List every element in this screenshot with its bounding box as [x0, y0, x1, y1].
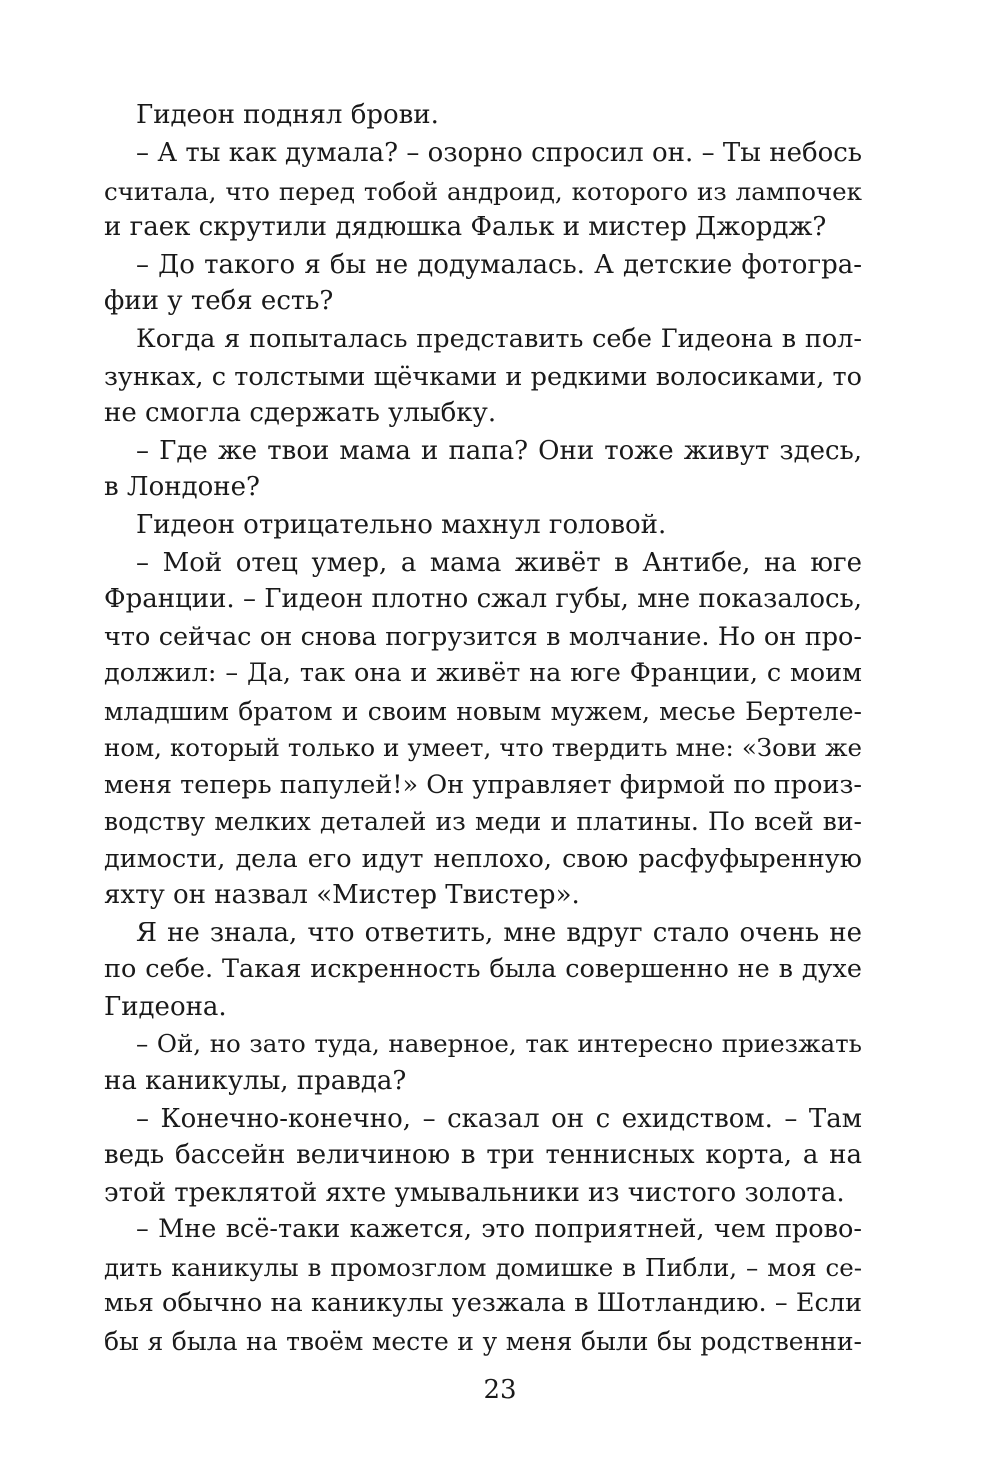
text-line: водству мелких деталей из меди и платины. По всей ви-: [104, 807, 862, 836]
text-line: яхту он назвал «Мистер Твистер».: [104, 880, 580, 910]
text-line: должил: – Да, так она и живёт на юге Франции, с моим: [104, 658, 862, 688]
page-number: 23: [483, 1375, 517, 1405]
text-line: фии у тебя есть?: [104, 286, 334, 316]
text-line: Гидеон поднял брови.: [136, 100, 439, 130]
text-line: – Мне всё-таки кажется, это поприятней, чем прово-: [136, 1214, 862, 1244]
text-line: зунках, с толстыми щёчками и редкими волосиками, то: [104, 362, 862, 392]
text-line: по себе. Такая искренность была совершенно не в духе: [104, 954, 862, 984]
text-line: мья обычно на каникулы уезжала в Шотландию. – Если: [104, 1288, 862, 1318]
text-line: младшим братом и своим новым мужем, месье Бертеле-: [104, 697, 862, 726]
text-line: Франции. – Гидеон плотно сжал губы, мне показалось,: [104, 584, 862, 614]
text-line: ном, который только и умеет, что твердить мне: «Зови же: [104, 733, 862, 762]
text-line: не смогла сдержать улыбку.: [104, 398, 497, 428]
text-line: дить каникулы в промозглом домишке в Пибли, – моя се-: [104, 1253, 862, 1282]
text-line: димости, дела его идут неплохо, свою расфуфыренную: [104, 844, 862, 874]
text-line: – А ты как думала? – озорно спросил он. – Ты небось: [136, 138, 862, 168]
text-line: ведь бассейн величиною в три теннисных корта, а на: [104, 1140, 862, 1170]
text-line: – Где же твои мама и папа? Они тоже живут здесь,: [136, 436, 862, 466]
text-line: меня теперь папулей!» Он управляет фирмой по произ-: [104, 770, 862, 800]
text-line: на каникулы, правда?: [104, 1066, 407, 1096]
text-line: Я не знала, что ответить, мне вдруг стало очень не: [136, 918, 862, 948]
text-line: этой треклятой яхте умывальники из чистого золота.: [104, 1178, 845, 1208]
text-line: – Мой отец умер, а мама живёт в Антибе, на юге: [136, 548, 862, 578]
text-line: что сейчас он снова погрузится в молчание. Но он про-: [104, 622, 862, 652]
text-line: Гидеона.: [104, 992, 227, 1022]
text-line: – Ой, но зато туда, наверное, так интересно приезжать: [136, 1029, 862, 1058]
text-line: – Конечно-конечно, – сказал он с ехидством. – Там: [136, 1104, 862, 1134]
text-line: Когда я попыталась представить себе Гидеона в пол-: [136, 324, 862, 354]
text-line: и гаек скрутили дядюшка Фальк и мистер Джордж?: [104, 212, 827, 242]
text-line: Гидеон отрицательно махнул головой.: [136, 510, 667, 540]
text-line: – До такого я бы не додумалась. А детские фотогра-: [136, 250, 862, 280]
text-line: считала, что перед тобой андроид, которого из лампочек: [104, 177, 862, 206]
text-line: бы я была на твоём месте и у меня были бы родственни-: [104, 1327, 862, 1356]
text-line: в Лондоне?: [104, 472, 260, 502]
